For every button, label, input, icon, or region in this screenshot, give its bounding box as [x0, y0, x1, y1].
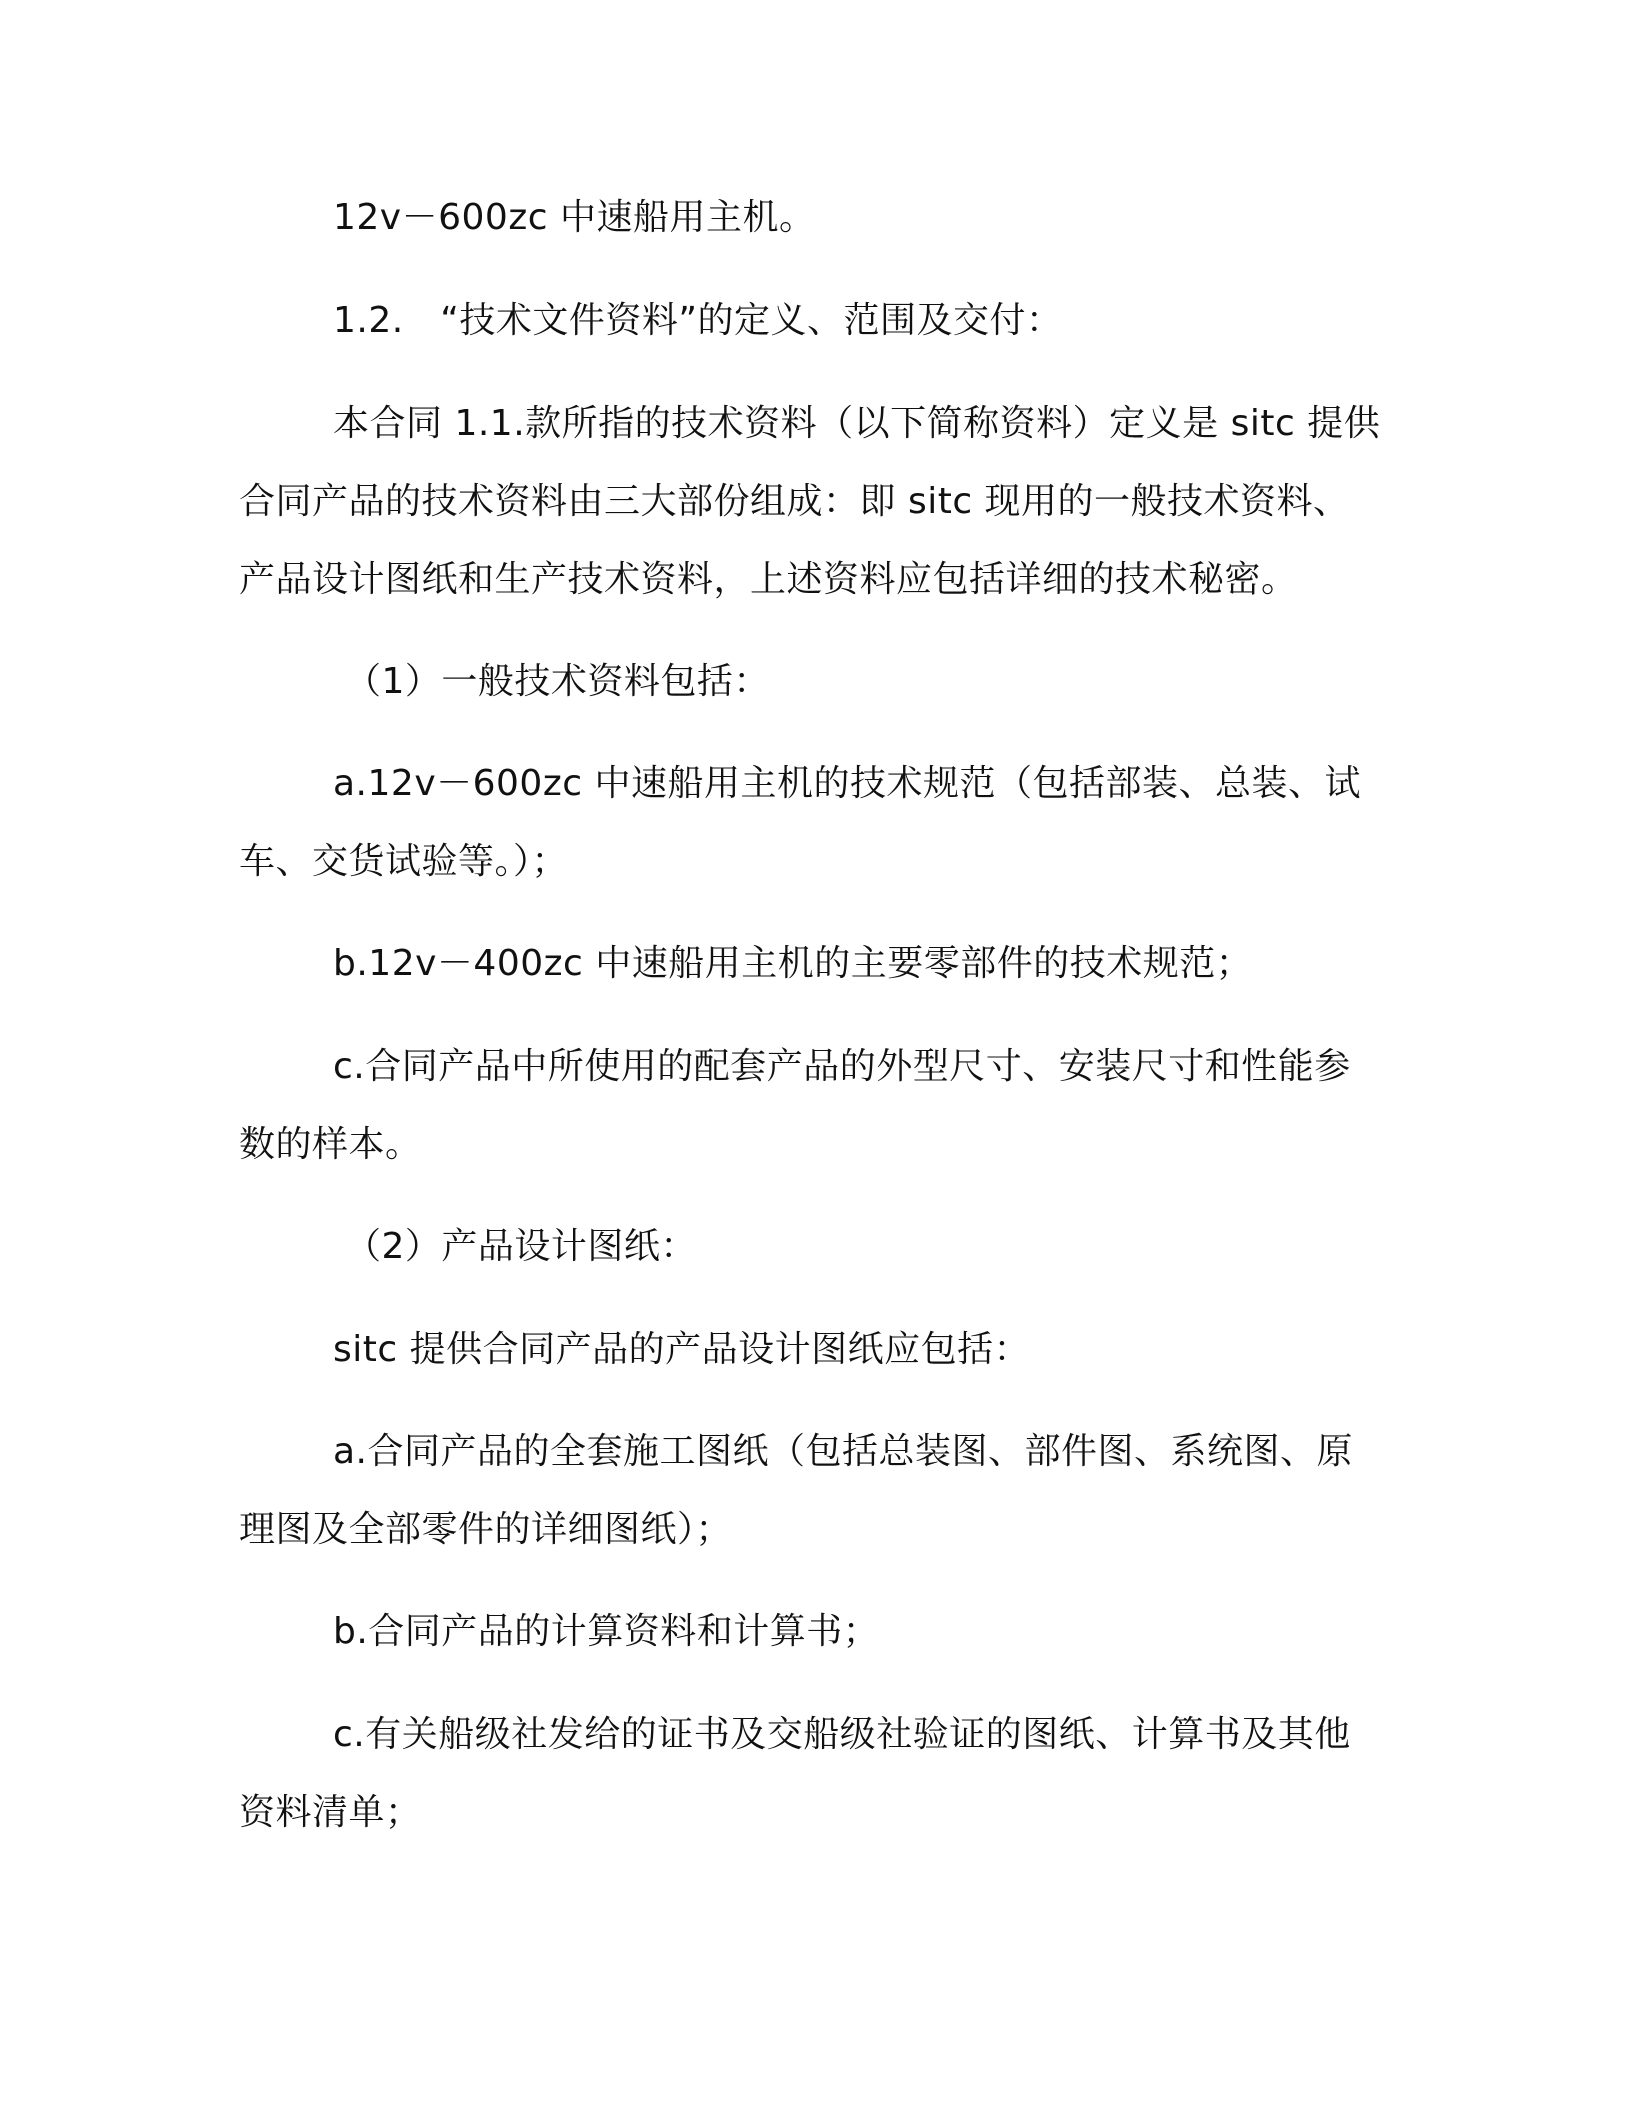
text-line-13: sitc 提供合同产品的产品设计图纸应包括：	[333, 1329, 1031, 1370]
list-item-c-1-cont: 数的样本。	[239, 1124, 422, 1165]
list-item-c-1: c.合同产品中所使用的配套产品的外型尺寸、安装尺寸和性能参	[333, 1046, 1351, 1087]
list-item-a-2: a.合同产品的全套施工图纸（包括总装图、部件图、系统图、原	[333, 1431, 1354, 1472]
list-item-a-2-cont: 理图及全部零件的详细图纸）；	[239, 1509, 733, 1550]
section-heading-1-2: 1.2. “技术文件资料”的定义、范围及交付：	[333, 300, 1063, 341]
list-item-a-1-cont: 车、交货试验等。）；	[239, 841, 569, 882]
list-item-b-2: b.合同产品的计算资料和计算书；	[333, 1611, 880, 1652]
text-line-5: 产品设计图纸和生产技术资料，上述资料应包括详细的技术秘密。	[239, 559, 1298, 600]
subheading-general-technical-data: （1）一般技术资料包括：	[345, 661, 770, 702]
text-line-3: 本合同 1.1.款所指的技术资料（以下简称资料）定义是 sitc 提供	[333, 403, 1381, 444]
text-line-1: 12v－600zc 中速船用主机。	[333, 197, 816, 238]
text-line-4: 合同产品的技术资料由三大部份组成：即 sitc 现用的一般技术资料、	[239, 481, 1350, 522]
list-item-c-2: c.有关船级社发给的证书及交船级社验证的图纸、计算书及其他	[333, 1714, 1351, 1755]
list-item-a-1: a.12v－600zc 中速船用主机的技术规范（包括部装、总装、试	[333, 763, 1361, 804]
list-item-b-1: b.12v－400zc 中速船用主机的主要零部件的技术规范；	[333, 943, 1253, 984]
subheading-product-design-drawings: （2）产品设计图纸：	[345, 1226, 697, 1267]
list-item-c-2-cont: 资料清单；	[239, 1792, 422, 1833]
